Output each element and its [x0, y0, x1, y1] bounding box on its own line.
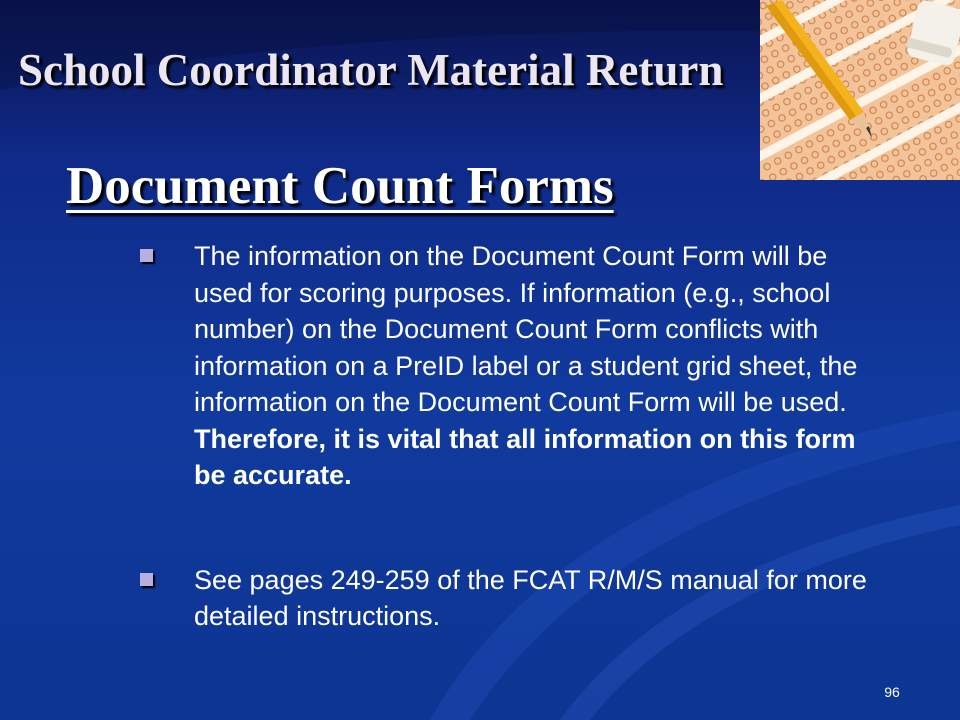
bullet-item-manual-reference: [140, 562, 880, 635]
bullet-text: The information on the Document Count Form will be used for scoring purposes. If information (e.g., school number) on the Document Count Form conflicts with information on a PreID label or a student grid sheet, the information on the Document Count Form will be used.: [194, 241, 858, 417]
square-bullet-icon: [140, 249, 153, 262]
slide-subtitle: Document Count Forms: [66, 157, 614, 215]
bullet-item-document-count: [140, 238, 880, 494]
answer-sheet-photo: [760, 0, 960, 180]
page-number: 96: [884, 684, 900, 700]
square-bullet-icon: [140, 573, 153, 586]
bullet-emphasis-text: Therefore, it is vital that all information on this form be accurate.: [194, 423, 856, 490]
bullet-text: See pages 249-259 of the FCAT R/M/S manual for more detailed instructions.: [194, 564, 867, 631]
bullet-list: [140, 238, 880, 635]
slide-title: School Coordinator Material Return: [18, 45, 724, 95]
